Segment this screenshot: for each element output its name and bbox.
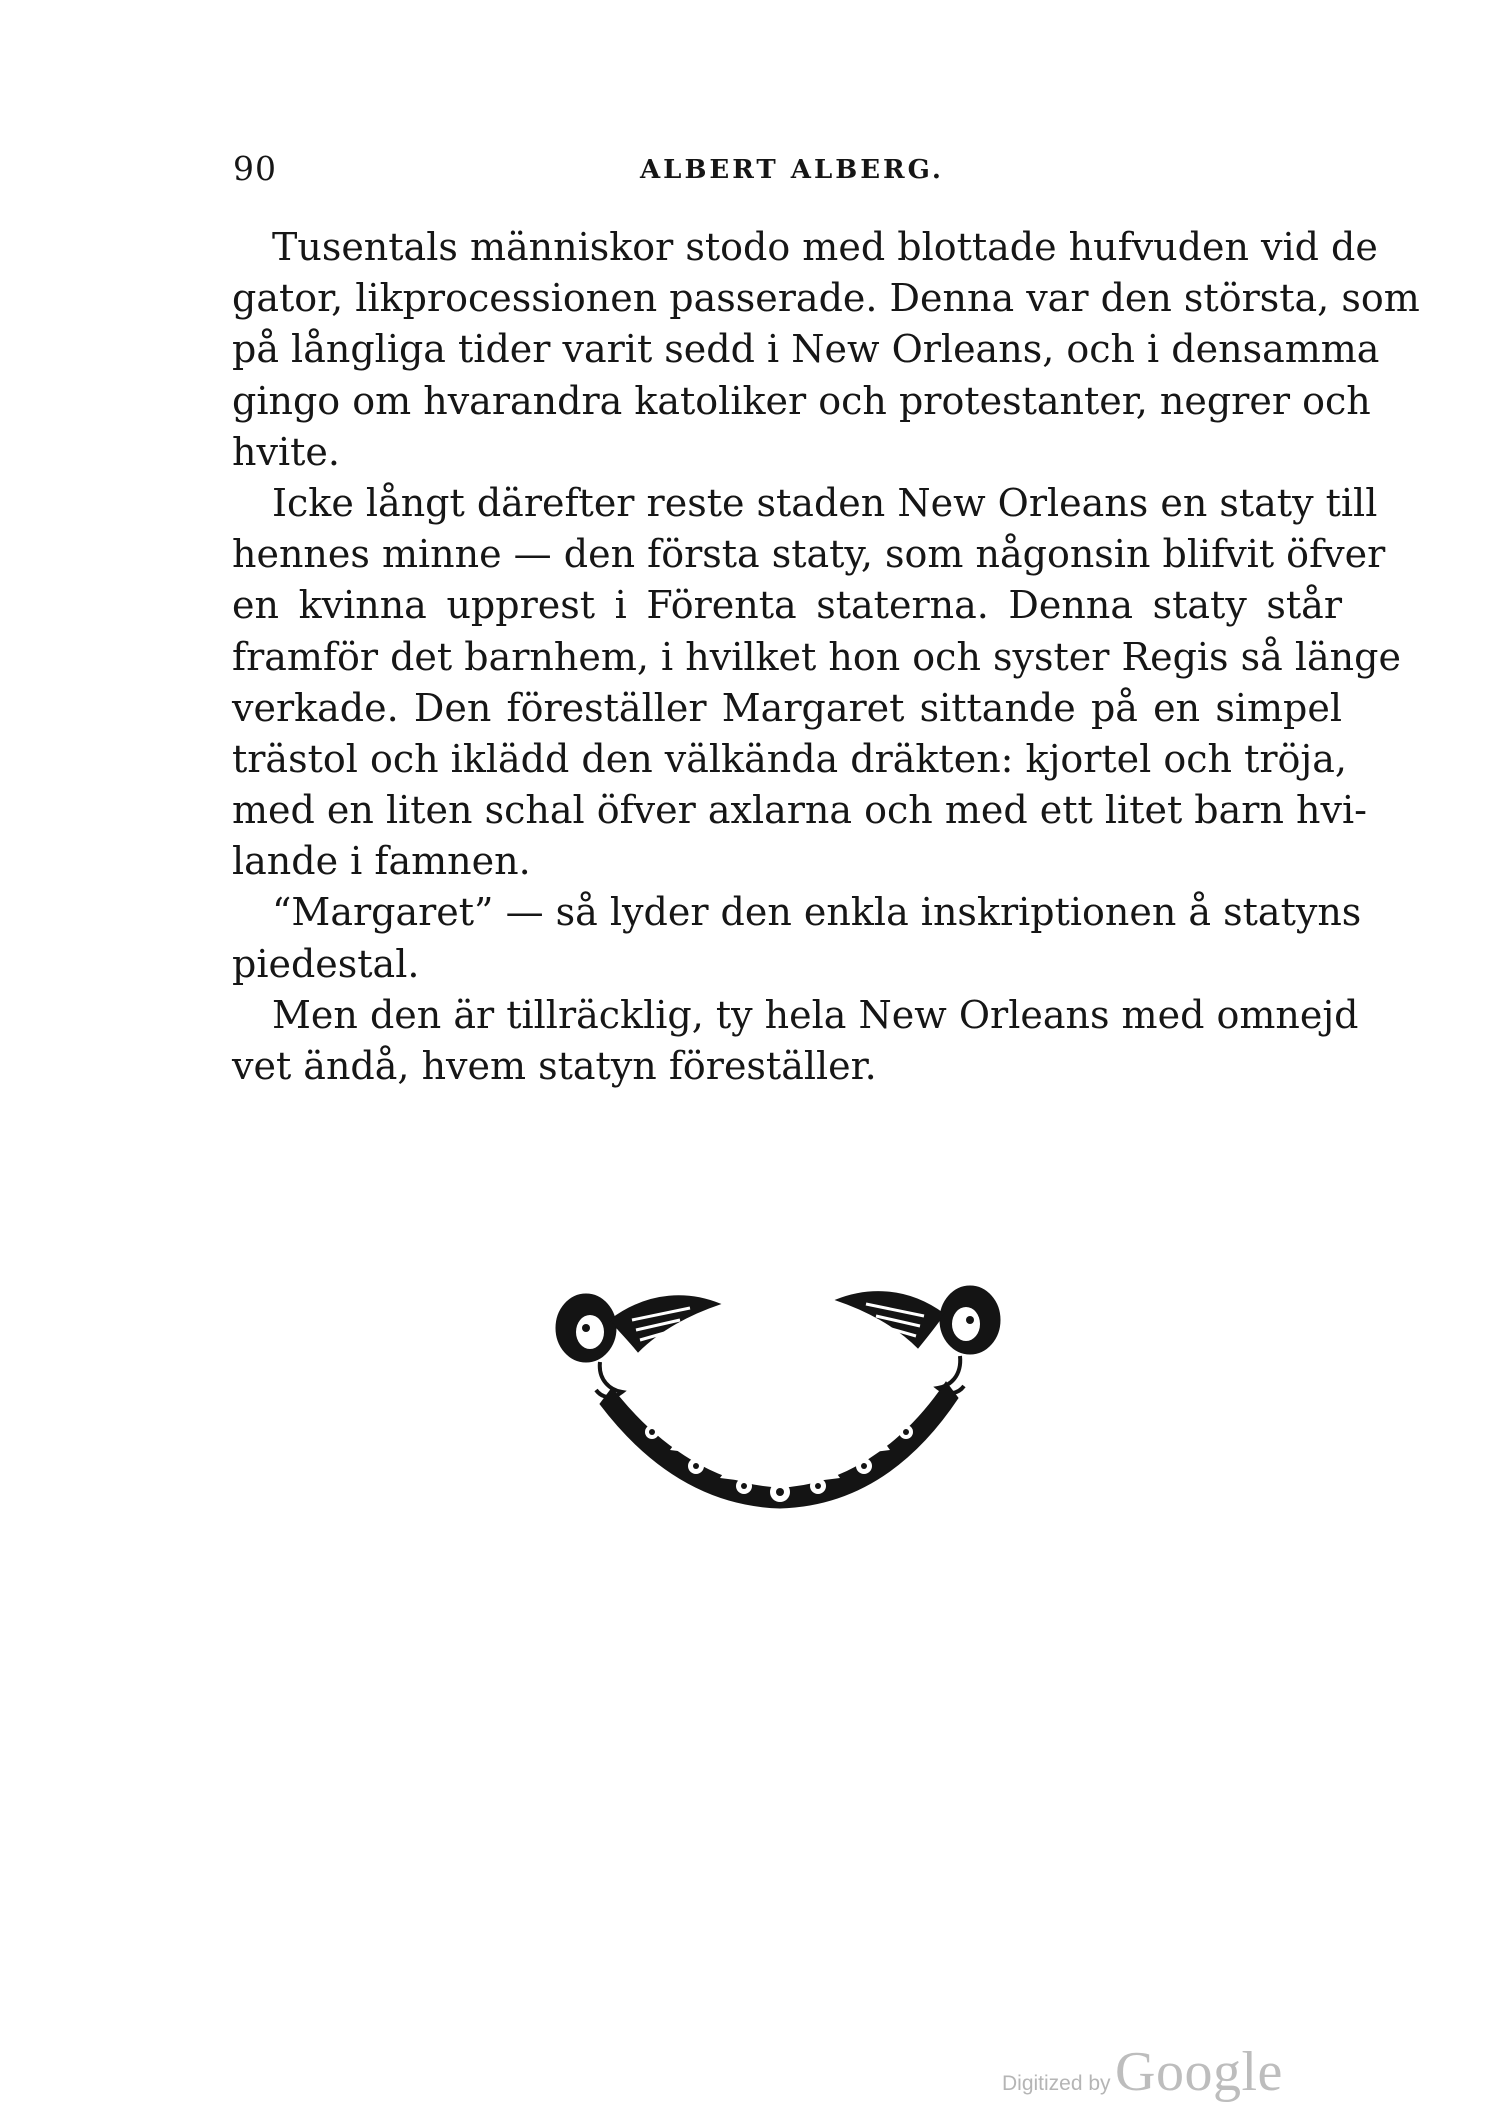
body-line: trästol och iklädd den välkända dräkten: kjortel och tröja, [232,736,1347,781]
ornament-group [556,1286,1000,1508]
body-line: vet ändå, hvem statyn föreställer. [232,1044,877,1088]
body-line: på långliga tider varit sedd i New Orleans, och i densamma [232,327,1380,372]
text-body [232,222,1420,1092]
body-line: gingo om hvarandra katoliker och protestanter, negrer och [232,378,1371,423]
digitized-watermark [1002,2040,1283,2104]
body-line: en kvinna upprest i Förenta staterna. Denna staty står [232,583,1342,628]
digitized-label: Digitized by [1002,2072,1111,2095]
running-head: ALBERT ALBERG. [640,155,944,185]
body-line: hvite. [232,429,340,474]
body-line: piedestal. [232,941,420,986]
body-line: lande i famnen. [232,839,531,884]
page-number: 90 [233,149,277,188]
garland-ornament-icon [540,1280,1020,1510]
body-line: hennes minne — den första staty, som någonsin blifvit öfver [232,532,1386,577]
body-line: verkade. Den föreställer Margaret sittande på en simpel [232,685,1342,730]
body-line: med en liten schal öfver axlarna och med ett litet barn hvi- [232,788,1367,833]
body-line: Icke långt därefter reste staden New Orleans en staty till [272,480,1378,525]
google-logo: Google [1115,2041,1283,2103]
body-line: gator, likprocessionen passerade. Denna var den största, som [232,276,1420,321]
body-line: “Margaret” — så lyder den enkla inskriptionen å statyns [272,890,1362,935]
body-line: Tusentals människor stodo med blottade hufvuden vid de [272,225,1378,269]
body-line: Men den är tillräcklig, ty hela New Orleans med omnejd [272,992,1359,1037]
body-line: framför det barnhem, i hvilket hon och syster Regis så länge [232,634,1401,679]
